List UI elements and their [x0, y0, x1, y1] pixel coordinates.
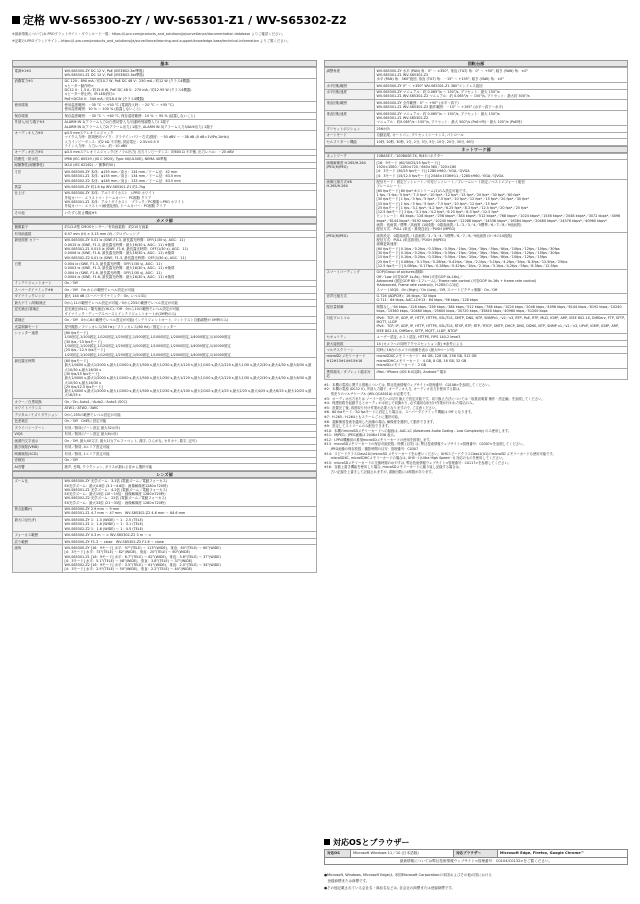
- spec-row: [13, 261, 317, 280]
- spec-value: 有効／無効(ゾーン設定 最大8か所): [63, 431, 317, 437]
- spec-label: その他: [13, 210, 63, 216]
- spec-label: 仕上げ: [13, 190, 63, 209]
- spec-value: DC 12V：890 mA／約10.7 W, PoE DC 48 V：250 mA／約12 W (クラス4機器) <ヒーター動作時> DC12 V：1.3 A／約15.6 W, PoE DC 48 V：270 mA／約12.95 W (クラス4機器) <ヒーター停止時、IR LED消灯> PoE+DC54 V：340 mA／約18.4 W (クラス4機器): [63, 78, 317, 102]
- spec-value: ATW1／ATW2／AWC: [63, 405, 317, 411]
- spec-value: On／Off On からの範囲でレベル設定が可能: [63, 287, 317, 293]
- spec-row: [325, 179, 628, 233]
- header-note-1: ※最新情報についてはi-PROプラットサイト・ダウンロード一覧：https://i-pro.com/products_and_solutions/ja/surveillance/documentation database よりご確認ください。: [12, 32, 286, 36]
- spec-value: 10BASE-T／100BASE-TX, RJ45コネクター: [375, 153, 628, 159]
- lens-spec-table: [12, 478, 317, 574]
- spec-value: WV-S65300-ZY 2.9 mm ～ 9 mm WV-S65301-Z1 4.7 mm ～ 47 mm WV-S65302-Z2 4.6 mm ～ 84.6 mm: [63, 506, 317, 517]
- os-trademark-note-1: ●Microsoft, Windows, Microsoft Edgeは, 米国Microsoft Corporationの米国およびその他の国における: [324, 873, 492, 877]
- spec-label: 画像解像度 H.265/H.264 JPEG(MJPEG): [325, 160, 375, 179]
- spec-row: [325, 315, 628, 334]
- spec-label: 最大口径比(F): [13, 517, 63, 532]
- spec-value: On／Off 0から8の範囲でレベル設定が可能(インテリジェントオート, コントラスト自動調整が Off時のみ): [63, 317, 317, 323]
- section-camera-header: カメラ部: [12, 217, 317, 224]
- spec-value: 14 (カメラへの同時アクセスセッション数) ※条件による: [375, 340, 628, 346]
- footnote: ※8：超解像度技術を適用した画像の場合, 解像度を選択して動作できます。: [324, 419, 437, 424]
- spec-row: [13, 306, 317, 317]
- footnote: 別売りのマルチケーブル (WV-QCA501A) が必要です。: [324, 391, 413, 396]
- right-column: [324, 60, 628, 475]
- spec-value: 銃声, 悲鳴, クラクション, ガラスが割れる音から選択可能: [63, 464, 317, 470]
- spec-value: 使用温度範囲：－30 °C ～ +50 °C (電源投入時：－20 °C ～ +55 °C) 使用湿度範囲：10 % ～ 100 % (結露しないこと): [63, 102, 317, 113]
- spec-value: 256か所: [375, 126, 628, 132]
- spec-label: プリセットポジション: [325, 126, 375, 132]
- spec-row: [13, 517, 317, 532]
- section-basic-header: 基本: [12, 60, 317, 67]
- spec-label: ダイナミックレンジ: [13, 293, 63, 299]
- os-label: 対応OS: [325, 850, 351, 858]
- spec-label: 有効画素数: [13, 231, 63, 237]
- spec-label: フォーカス範囲: [13, 532, 63, 538]
- spec-row: [13, 330, 317, 358]
- spec-value: 0から11の範囲でレベル設定が可能／0から255の範囲でレベル設定が可能: [63, 300, 317, 306]
- section-ptz-header: 回転台部: [324, 60, 628, 67]
- footnote: ※16：自動上書き機能を使用した場合, microSDメモリーカードに繰り返し記録する場合は,: [324, 465, 461, 470]
- spec-row: [325, 139, 628, 145]
- spec-value: WV-S65300-ZY 0.3 m ～ ∞ WV-S65302-Z2 3 m ～ ∞: [63, 532, 317, 538]
- footnotes: [324, 383, 628, 475]
- spec-value: WV-S65300-ZY 本体：φ155 mm／高さ：134 mm／ドーム径：42 mm WV-S65301-Z1 本体：φ155 mm／高さ：134 mm／ドーム径：63.5 mm WV-S65302-Z2 本体：φ165 mm／高さ：133 mm／ドーム径：63.5 mm: [63, 169, 317, 184]
- spec-label: 質量: [13, 184, 63, 190]
- spec-label: microSD メモリーカード ※12※13※14※15※16: [325, 353, 375, 368]
- spec-label: 電源※1※2: [13, 68, 63, 79]
- os-title-text: 対応OSとブラウザー: [333, 838, 410, 847]
- spec-label: 最長露光時間: [13, 358, 63, 399]
- spec-value: 0.004 lx (SWE, F1.3, 最長露光時間：OFF(1/30 s), AGC：11) 0.0003 lx (SWE, F1.3, 最長露光時間：最大16/30 s, AGC：11) ※換算 0.004 lx (SWE, F1.6, 最長露光時間：OFF(1/30 s), AGC：11) 0.0004 lx (SWE, F1.6, 最長露光時間：最大16/30 s, AGC：11) ※換算: [63, 261, 317, 280]
- os-latest-note: 最新情報については弊社技術情報ウェブサイト<管理番号：C0104/C0132>をご覧ください。: [325, 857, 628, 865]
- spec-label: 画像圧縮方式※8 H.265/H.264: [325, 179, 375, 233]
- spec-value: IP66 (IEC 60529 / JIS C 0920), Type 4X(UL50E), NEMA 4X準拠: [63, 156, 317, 162]
- spec-value: 最大 144 dB (スーパーダイナミック：On, レベル31): [63, 293, 317, 299]
- browser-value: Microsoft Edge, Firefox, Google Chrome™: [497, 850, 627, 858]
- spec-label: 垂直回転速度: [325, 111, 375, 126]
- spec-label: 絞り範囲: [13, 538, 63, 544]
- spec-row: [325, 111, 628, 126]
- spec-label: 光量制御モード: [13, 323, 63, 329]
- footnote: ※7：H.265／H.264ともステームごとに選択可能。: [324, 414, 402, 419]
- spec-value: [60 fpsモード] 1/30固定,1/100固定,1/120固定,1/250固定,1/500固定,1/1000固定,1/2000固定,1/4000固定,1/10000固定 [30 fps／15 fpsモード] 1/30固定,1/100固定,1/120固定,1/250固定,1/500固定,1/1000固定,1/2000固定,1/4000固定,1/10000固定 [25 fps／12.5 fpsモード] 1/25固定,1/100固定,1/120固定,1/250固定,1/500固定,1/1000固定,1/2000固定,1/4000固定,1/10000固定: [63, 330, 317, 358]
- spec-value: WV-S65300-ZY 本体：アルミダイカスト i-PRO ホワイト 外装カバー：エラストマ・ドームカバー：PC樹脂 クリア WV-S65301-Z1 本体：アルミダイカスト ブラック／PC樹脂 i-PRO ホワイト 外装カバー：エラストマ(耐強化樹), ドームカバー：PC樹脂 クリア: [63, 190, 317, 209]
- spec-value: On／Off: [63, 280, 317, 286]
- spec-row: [325, 368, 628, 379]
- spec-row: [325, 353, 628, 368]
- spec-label: 音声圧縮方式: [325, 293, 375, 304]
- spec-row: [13, 169, 317, 184]
- spec-label: 動き検知(VMD): [13, 444, 63, 450]
- spec-row: [325, 233, 628, 270]
- spec-row: [325, 293, 628, 304]
- title-square-icon: [12, 16, 20, 24]
- header-note-2: ※記載のi-PROブランドサイト…https://i-pro.com/products_and_solutions/ja/surveillance/learning-and-support/knowledge-base/technical-information よりご覧ください。: [12, 39, 291, 43]
- spec-value: 屋外撮影／フリッカレス(50 Hz)／フリッカレス(60 Hz)／固定シャッター: [63, 323, 317, 329]
- spec-label: デジタルノイズリダクション: [13, 412, 63, 418]
- footnote: microSDXC, microSDHCメモリーカードの場合は, UHS－I (Ultra High Speed－I) 対応のものを使用してください。: [324, 456, 506, 461]
- spec-label: 画角: [13, 545, 63, 573]
- document-title: [12, 12, 347, 28]
- footnote: ※3：オーディオ出力または ソーラー出力への切り換えで設定可能です。切り換え方法については「取扱説明書 操作・設定編」を参照してください。: [324, 396, 545, 401]
- section-network-header: ネットワーク部: [324, 146, 628, 153]
- footnote: ※1：本機の電源に関する情報については, 弊社技術情報ウェブサイト<管理番号：C0106>を参照してください。: [324, 382, 492, 387]
- spec-label: 防塵性・防水性: [13, 156, 63, 162]
- footnote: ※10：本機のmicroSDメモリーカードへの録画は, AAC-LC (Advanced Audio Coding - Low Complexity) のみ使用します。: [324, 428, 512, 433]
- spec-label: 携帯端末／タブレット端末対応: [325, 368, 375, 379]
- spec-value: 有効／無効, 4エリア設定可能: [63, 444, 317, 450]
- spec-label: 最低照度 カラー: [13, 237, 63, 261]
- footnote: ※5：設置完了後, 再度取り付け作業が必要となりますので, ご注意ください。: [324, 405, 439, 410]
- spec-label: ホワイトバランス: [13, 405, 63, 411]
- spec-value: WV-S65300-ZY 0.01 lx (SWE,F1.3, 最長露光時間：OFF(1/30 s), AGC：11) 0.0015 lx (SWE, F1.3, 最長露光時間：最大16/30 s, AGC：11) ※換算 WV-S65301-Z1 0.015 lx (SWE, F1.6, 最長露光時間：OFF(1/30 s), AGC：11) 0.0006 lx (SWE, F1.6, 最長露光時間：最大16/30 s, AGC：11) ※換算 WV-S65302-Z2 0.01 lx (SWE, F1.3, 最長露光時間：OFF(1/30 s), AGC：11): [63, 237, 317, 261]
- spec-label: 対応プロトコル: [325, 315, 375, 334]
- spec-label: 音検知: [13, 457, 63, 463]
- spec-label: オートモード: [325, 132, 375, 138]
- spec-label: 最大ゲイン/明暗補正: [13, 300, 63, 306]
- spec-row: [325, 68, 628, 83]
- footnote: ※12：i-PRO機種用の推奨microSDメモリーカードの使用を推奨します。: [324, 437, 433, 442]
- spec-row: [13, 102, 317, 113]
- spec-label: 耐衝撃性(耐衝撃性): [13, 162, 63, 168]
- camera-spec-table: [12, 224, 317, 471]
- spec-value: WV-S65300-ZY F1.3 ～ close WV-S65302-Z2 F1.6 ～ close: [63, 538, 317, 544]
- spec-value: ALARM IN 1(アラーム入力1/白黒切替入力/自動時刻調整入力) 1端子 ALARM IN 2(アラーム入力2/アラーム出力) 1端子, ALARM IN 3(アラーム入力3/AUX出力) 1端子: [63, 119, 317, 130]
- spec-row: [13, 237, 317, 261]
- spec-label: AI音響: [13, 464, 63, 470]
- footnote: ※11：MJPEG／JPEG画像は 2048×1536 表示。: [324, 433, 398, 438]
- footnote: ※4：保護回路を起動するとオーディオは回しで切換わり, 必ず適切な取付け作業が行われた場合のみ。: [324, 401, 476, 406]
- spec-value: On／Off, 最大40文字, 最大1行(アルファベット, 漢字, ひらがな, カタカナ, 数字, 記号): [63, 438, 317, 444]
- spec-value: WV-S65300-ZY 約1.6 kg WV-S65301-Z1 約1.7kg: [63, 184, 317, 190]
- spec-label: インテリジェントオート: [13, 280, 63, 286]
- spec-value: 配信モード：固定ビットレート／可変ビットレート／フレームレート指定／ベストエフォート配信 フレームレート： [60 fpsモード] 60 fps* ※ストリーム(1)のみ設定可能です。 1 fps／3 fps／5 fps*／7.5 fps*／10 fps*／12 fps*／15 fps*／20 fps*／30 fps*／60 fps* [30 fpsモード] 1 fps／3 fps／5 fps*／7.5 fps*／10 fps*／12 fps*／15 fps*／20 fps*／30 fps* [15 fpsモード] 1 fps／3 fps／5 fps*／7.5 fps*／10 fps*／12 fps*／15 fps* [25 fpsモード] 1 fps／3.1 fps*／4.2 fps*／6.25 fps*／8.3 fps*／12.5 fps*／20 fps*／25 fps* [12.5 fpsモード] 1 fps／3.1 fps／4.2 fps*／6.25 fps*／8.3 fps*／12.5 fps* ビットレート：64 kbps／128 kbps*／256 kbps*／384 kbps*／512 kbps*／768 kbps*／1024 kbps*／1536 kbps*／2048 kbps*／3072 kbps*／4096 kbps*／6144 kbps*／8192 kbps*／10240 kbps*／12288 kbps*／14336 kbps*／16384 kbps*／20480 kbps*／24576 kbps*／40960 kbps* 画質：低画質／標準／高画質 (10段階：0超高画質／1／2／3／4／5標準／6／7／8／9低画質) 配信方式：PULL (単送・推奨送信)／PUSH (MPEG): [375, 179, 628, 233]
- spec-label: 保存環境: [13, 113, 63, 119]
- spec-label: 逆光補正/霧補正: [13, 306, 63, 317]
- spec-label: 画面内文字表示: [13, 438, 63, 444]
- spec-value: [60 fpsモード] 最大1/4000 s,最大1/2000 s,最大1/1000 s,最大1/500 s,最大1/250 s,最大1/120 s,最大1/100 s,最大2/120 s,最大1/30 s,最大2/30 s,最大4/30 s,最大6/30 s,最大10/30 s,最大16/30 s [30 fps/15 fpsモード] 最大1/4000 s,最大1/2000 s,最大1/1000 s,最大1/500 s,最大1/250 s,最大1/120 s,最大1/100 s,最大2/120 s,最大1/30 s,最大2/30 s,最大4/30 s,最大6/30 s,最大10/30 s,最大16/30 s [25 fps/12.5 fpsモード] 最大1/4000 s,最大1/2000 s,最大1/1000 s,最大1/500 s,最大1/250 s,最大1/100 s,最大2/100 s,最大1/25 s,最大2/25 s,最大4/25 s,最大6/25 s,最大10/25 s,最大16/25 s: [63, 358, 317, 399]
- spec-label: セキュリティ: [325, 334, 375, 340]
- spec-value: On／Off: [63, 457, 317, 463]
- spec-row: [13, 464, 317, 470]
- spec-label: スマートコーディング: [325, 269, 375, 293]
- spec-value: 約1/2.8型 CMOSセンサー／有効画素数：約210万画素: [63, 224, 317, 230]
- os-trademark-note-2: ●その他記載されている会社名・商品名などは, 各会社の商標または登録商標です。: [324, 886, 455, 890]
- spec-value: WV-S65300-ZY マニュアル：約 0.065°/s ～ 150°/s, プリセット：最大 150°/s WV-S65301-Z1 WV-S65302-Z2 マニュアル：約0.065°/s～150°/s, プリセット：最大 500°/s (PoE+時)・最大 100°/s (PoE時): [375, 111, 628, 126]
- spec-label: マルチスクリーン: [325, 347, 375, 353]
- spec-value: 有効／無効(ゾーン設定 最大32か所): [63, 425, 317, 431]
- footnote: ※14：スピードクラスClass10のmicroSD メモリーカードをお使いください。UHSスピードクラスClass1(U1)のmicroSD メモリーカードも使用可能です。: [324, 451, 556, 456]
- spec-label: 焦点距離(f): [13, 506, 63, 517]
- spec-value: φ3.5 mmステレオミニジャック マイク入力時：推奨使用マイク：プラグインパワー方式(感度：－50 dBV ～ －38 dB (0 dB=1V/Pa,1kHz)) 入力インピーダンス：約2 kΩ 不平衡, 供給電圧：2.5V±0.5 V ライン入力時：入力レベル：約－10 dBV: [63, 130, 317, 149]
- spec-row: [325, 269, 628, 293]
- spec-value: WV-S65300-ZY 光学ズーム：3.1倍 (電動ズーム／電動フォーカス) EX光学ズーム：最大4.6倍 (3.1〜4.6倍：画像解像度1280×720時) WV-S65301-Z1 光学ズーム：4.2倍 (電動ズーム／電動フォーカス) EX光学ズーム：最大15倍 (10〜15倍：画像解像度 1280×720時) WV-S65302-Z2 光学ズーム：22倍 (電動ズーム／電動フォーカス) EX光学ズーム：最大33倍 (21〜33倍：画像解像度 1280×720時): [63, 478, 317, 506]
- spec-row: [13, 68, 317, 79]
- spec-label: 消費電力※1: [13, 78, 63, 102]
- spec-value: IK10 (IEC 62262) ／ 衝撃約50 J: [63, 162, 317, 168]
- section-lens-header: レンズ部: [12, 471, 317, 478]
- spec-value: WV-S65300-ZY 全作範囲：0° ～ +90° (水平～真下) WV-S65301-Z1 WV-S65302-Z2 動作範囲：－15° ～ +195° (水平～真下～水平): [375, 100, 628, 111]
- ptz-spec-table: [324, 67, 628, 146]
- spec-value: GOP(Group of pictures)制御： Off／Low (可変GOP 1s-8s)／Mid (可変GOP 4s-16s)／ Advanced (固定GOP 60～1フレーム)／Frame rate control (可変GOP 4s-16s + frame rate control) ※Advanced, Frame rate controlは, H.265のみ対応 スマートVIQS：On (High)／On (Low)／Off, スマートピクチャ制御：On／Off: [375, 269, 628, 293]
- spec-value: WV-S65300-ZY 0° ～ +350° WV-S65301-Z1 360°エンドレス旋回: [375, 83, 628, 89]
- spec-label: 調整角度: [325, 68, 375, 83]
- spec-value: WV-S65300-ZY 水平 (PAN) 角：0° ～ ±350°, 垂直 (TILT) 角：0° ～ +90°, 傾き (YAW) 角：±0° WV-S65301-Z1 WV-S65302-Z2 水平 (PAN) 角：360°旋回, 垂直 (TILT) 角：－15° ～ +195°, 傾き (YAW) 角：±0°: [375, 68, 628, 83]
- spec-label: 霧補正: [13, 317, 63, 323]
- footnote: ※2：本機の電源 (DC12 V), 外部入力端子, オーディオ入力, オーディオ出力を使用する際は,: [324, 387, 461, 392]
- spec-value: φ3.5 mmステレオミニジャック(モノラル出力) 出力インピーダンス：約600 Ω 不平衡, 出力レベル：－20 dBV: [63, 149, 317, 155]
- spec-label: JPEG(MJPEG): [325, 233, 375, 270]
- footnote: ※9：設定してストリームのみ配信できます。: [324, 424, 392, 429]
- footnote: ※15：microSDメモリーカードの交換時期のめやすは, 弊社技術情報ウェブサイト<管理番号：C0117>を参照してください。: [324, 460, 512, 465]
- network-spec-table: [324, 153, 628, 380]
- spec-value: いたずら防止機能※5: [63, 210, 317, 216]
- spec-row: [325, 89, 628, 100]
- spec-value: [16：9モード (60/30/25/15 fpsモード)] 1920×1080／1280×720／640×360／320×180 [4：3モード (30/25 fpsモード)] 1280×960／VGA／QVGA [4：3モード (15/12.5 fpsモード)] 2048×1536※11／1280×960／VGA／QVGA: [375, 160, 628, 179]
- spec-label: 最大接続数: [325, 340, 375, 346]
- os-section-title: [324, 837, 410, 848]
- footnote: ※13：microSDメモリーカードの保存可能枚数／時間 (目安) は, 弊社技術情報ウェブサイト<管理番号：C0307>を参照してください。: [324, 442, 526, 447]
- spec-value: 画質設定：0超高画質／1高画質／2／3／4／5標準／6／7／8／9低画質 (0～9の10段階) 配信方式：PULL (単送推奨)／PUSH (MJPEG) 画像更新速度： [60 fpsモード] 0.1fps／0.2fps／0.33fps／0.5fps／1fps／2fps／3fps／5fps／6fps／10fps／12fps／15fps／30fps [30 fpsモード] 0.1fps／0.2fps／0.33fps／0.5fps／1fps／2fps／3fps／5fps／6fps／10fps／12fps／15fps／30fps [15 fpsモード] 0.1fps／0.2fps／0.33fps／0.5fps／1fps／2fps／3fps／5fps／6fps／10fps／12fps／15fps [25 fpsモード] 0.08fps／0.17fps／0.28fps／0.42fps／1fps／2.1fps／3.1fps／4.2fps／5fps／8.3fps／12.5fps／25fps [12.5 fpsモード] 0.08fps／0.17fps／0.28fps／0.42fps／1fps／2.1fps／3.1fps／4.2fps／5fps／8.3fps／12.5fps: [375, 233, 628, 270]
- spec-value: 有効／無効, 1エリア設定可能: [63, 451, 317, 457]
- spec-label: 外部入/出力端子※3: [13, 119, 63, 130]
- spec-value: G.726 (ADPCM)：16 kbps／32 kbps G.711：64 kbps, AAC-LC※13：64 kbps／96 kbps／128 kbps: [375, 293, 628, 304]
- spec-row: [13, 545, 317, 573]
- spec-value: WV-S65300-ZY DC 12 V, PoE (IEEE802.3af準拠) WV-S65301-Z1 DC 12 V, PoE (IEEE802.3at準拠): [63, 68, 317, 79]
- spec-label: 水平回転範囲: [325, 83, 375, 89]
- spec-value: 制限なし／64 kbps／128 kbps／256 kbps／384 kbps／512 kbps／768 kbps／1024 kbps／2048 kbps／4096 kbps／6144 kbps／8192 kbps／10240 kbps／15360 kbps／20480 kbps／25600 kbps／30720 kbps／35840 kbps／40960 kbps／51200 kbps: [375, 304, 628, 315]
- spec-value: microSDXCメモリーカード：64 GB, 128 GB, 256 GB, 512 GB microSDHCメモリーカード：4 GB, 8 GB, 16 GB, 32 GB microSDメモリーカード：2 GB: [375, 353, 628, 368]
- spec-value: 保存温度範囲：－30 °C ～ +60 °C, 保存湿度範囲：10 % ～ 95 % (結露しないこと): [63, 113, 317, 119]
- footnote: ※6：60 fpsモード／50 fpsモードに設定した場合は、スーパーダイナミック機能は Off となります。: [324, 410, 474, 415]
- spec-label: 白黒: [13, 261, 63, 280]
- spec-value: iPad／iPhone (iOS 8.0以降), Android™端末: [375, 368, 628, 379]
- spec-value: ユーザー認証, ホスト認証, HTTPS, FIPS 140-2 level3: [375, 334, 628, 340]
- spec-label: 水平回転速度: [325, 89, 375, 100]
- os-value: Microsoft Windows 11／10 (日本語版): [350, 850, 453, 858]
- spec-value: 6.57 mm (H) × 3.13 mm (V)／プログレッシブ: [63, 231, 317, 237]
- spec-value: 10秒, 20秒, 30秒, 1分, 2分, 3分, 5分, 10分, 20分, 30分, 60分: [375, 139, 628, 145]
- spec-label: プライバシーゾーン: [13, 425, 63, 431]
- spec-value: WV-S65300-ZY マニュアル：約 0.065°/s ～ 150°/s, プリセット：最大 150°/s WV-S65301-Z1 WV-S65302-Z2 マニュアル：約 0.065°/s ～ 150°/s, プリセット：最大約 500°/s: [375, 89, 628, 100]
- spec-label: 使用環境: [13, 102, 63, 113]
- spec-row: [13, 190, 317, 209]
- spec-label: ネットワーク: [325, 153, 375, 159]
- spec-label: VIQS: [13, 431, 63, 437]
- spec-label: 映像検知(SCD): [13, 451, 63, 457]
- spec-row: [13, 130, 317, 149]
- os-latest-row: [325, 857, 628, 865]
- footnote: 古い記録を上書きして記録されますが, 書換回数には制限があります。: [324, 470, 435, 475]
- spec-label: カラー／白黒切換: [13, 399, 63, 405]
- spec-value: 同時に16台のカメラの画像を表示 (最大9ページ可): [375, 347, 628, 353]
- browser-label: 対応ブラウザー: [453, 850, 497, 858]
- spec-row: [13, 78, 317, 102]
- spec-label: 配信量制御: [325, 304, 375, 315]
- os-table: [324, 849, 628, 865]
- os-row: [325, 850, 628, 858]
- spec-label: シャッター速度: [13, 330, 63, 358]
- basic-spec-table: [12, 67, 317, 217]
- spec-value: On／Off On時に設定可能: [63, 418, 317, 424]
- spec-row: [13, 119, 317, 130]
- spec-value: 自動追尾, オートパン, プリセットシーケンス, パトロール: [375, 132, 628, 138]
- footnote: JPEG画像の保存枚数／撮影時間の目安：管理番号：C0307: [324, 447, 419, 452]
- spec-label: 撮像素子: [13, 224, 63, 230]
- spec-row: [325, 100, 628, 111]
- spec-label: セルフリターン機能: [325, 139, 375, 145]
- spec-label: スーパーダイナミック※6: [13, 287, 63, 293]
- spec-label: 寸法: [13, 169, 63, 184]
- spec-label: 色差補正: [13, 418, 63, 424]
- spec-value: 0から255の範囲でレベル設定が可能: [63, 412, 317, 418]
- spec-value: 逆光補正(BLC)／傑光補正(HLC)／Off 0から10の範囲でレベル設定が可能 ダイナミック・ディープスペースとインテリジェントオートが(Off時のみ): [63, 306, 317, 317]
- spec-label: オーディオ入力※3: [13, 130, 63, 149]
- os-title-square-icon: [324, 839, 330, 845]
- spec-value: IPv6：TCP, IP, UDP, IP, HTTP, HTTPS, SSL/TLS, SMTP, DNS, NTP, SNMPv1／v2／v3, RTP, PoE, RTP, MLD, ICMP, ARP, IEEE 802.1X, DiffServ, FTP, SFTP, MQTT, LLDP IPv4：TCP, IP, UDP, IP, HTTP, HTTPS, SSL/TLS, RTSP, RTP, RTP／RTCP, SMTP, DHCP, DNS, DDNS, NTP, SNMP v1／v2／v3, UPnP, IGMP, ICMP, ARP, IEEE 802.1X, DiffServ, SFTP, MQTT, LLDP, NTCIP: [375, 315, 628, 334]
- spec-value: On／On, Auto1／Auto2／Auto3 (SCC): [63, 399, 317, 405]
- spec-value: WV-S65300-ZY [16：9モード] 水平：97°(TELE) ～ 113°(WIDE)、垂直：60°(TELE) ～ 60°(WIDE) [4：3モード] 水平：73°(TELE) ～ 82°(WIDE)、垂直：20°(TELE) ～ 60°(WIDE) WV-S65301-Z1 [16：9モード] 水平：6.7°(TELE) ～ 62°(WIDE)、垂直：3.8°(TELE) ～ 37°(WIDE) [4：3モード] 水平：5.1°(TELE) ～ 48°(WIDE)、垂直：3.8°(TELE) ～ 37°(WIDE) WV-S65302-Z2 [16：9モード] 水平：3.5°(TELE) ～ 61°(WIDE)、垂直：2.0°(TELE) ～ 34°(WIDE) [4：3モード] 水平：2.9°(TELE) ～ 50°(WIDE)、垂直：2.2°(TELE) ～ 44°(WIDE): [63, 545, 317, 573]
- spec-value: WV-S65300-ZY 1：1.3 (WIDE) ～ 1：2.5 (TELE) WV-S65301-Z1 1：1.6 (WIDE) ～ 1：3.1 (TELE) WV-S65302-Z2 1：1.6 (WIDE) ～ 1：4.5 (TELE): [63, 517, 317, 532]
- spec-row: [13, 478, 317, 506]
- left-column: [12, 60, 317, 573]
- spec-row: [13, 506, 317, 517]
- spec-row: [325, 304, 628, 315]
- spec-row: [325, 160, 628, 179]
- os-trademark-note-1b: 登録商標または商標です。: [324, 879, 370, 883]
- title-text: 定格 WV-S6530O-ZY / WV-S65301-Z1 / WV-S65302-Z2: [23, 14, 347, 27]
- spec-row: [13, 358, 317, 399]
- spec-row: [13, 210, 317, 216]
- spec-label: ズーム比: [13, 478, 63, 506]
- spec-label: オーディオ出力※3: [13, 149, 63, 155]
- spec-label: 垂直回転範囲: [325, 100, 375, 111]
